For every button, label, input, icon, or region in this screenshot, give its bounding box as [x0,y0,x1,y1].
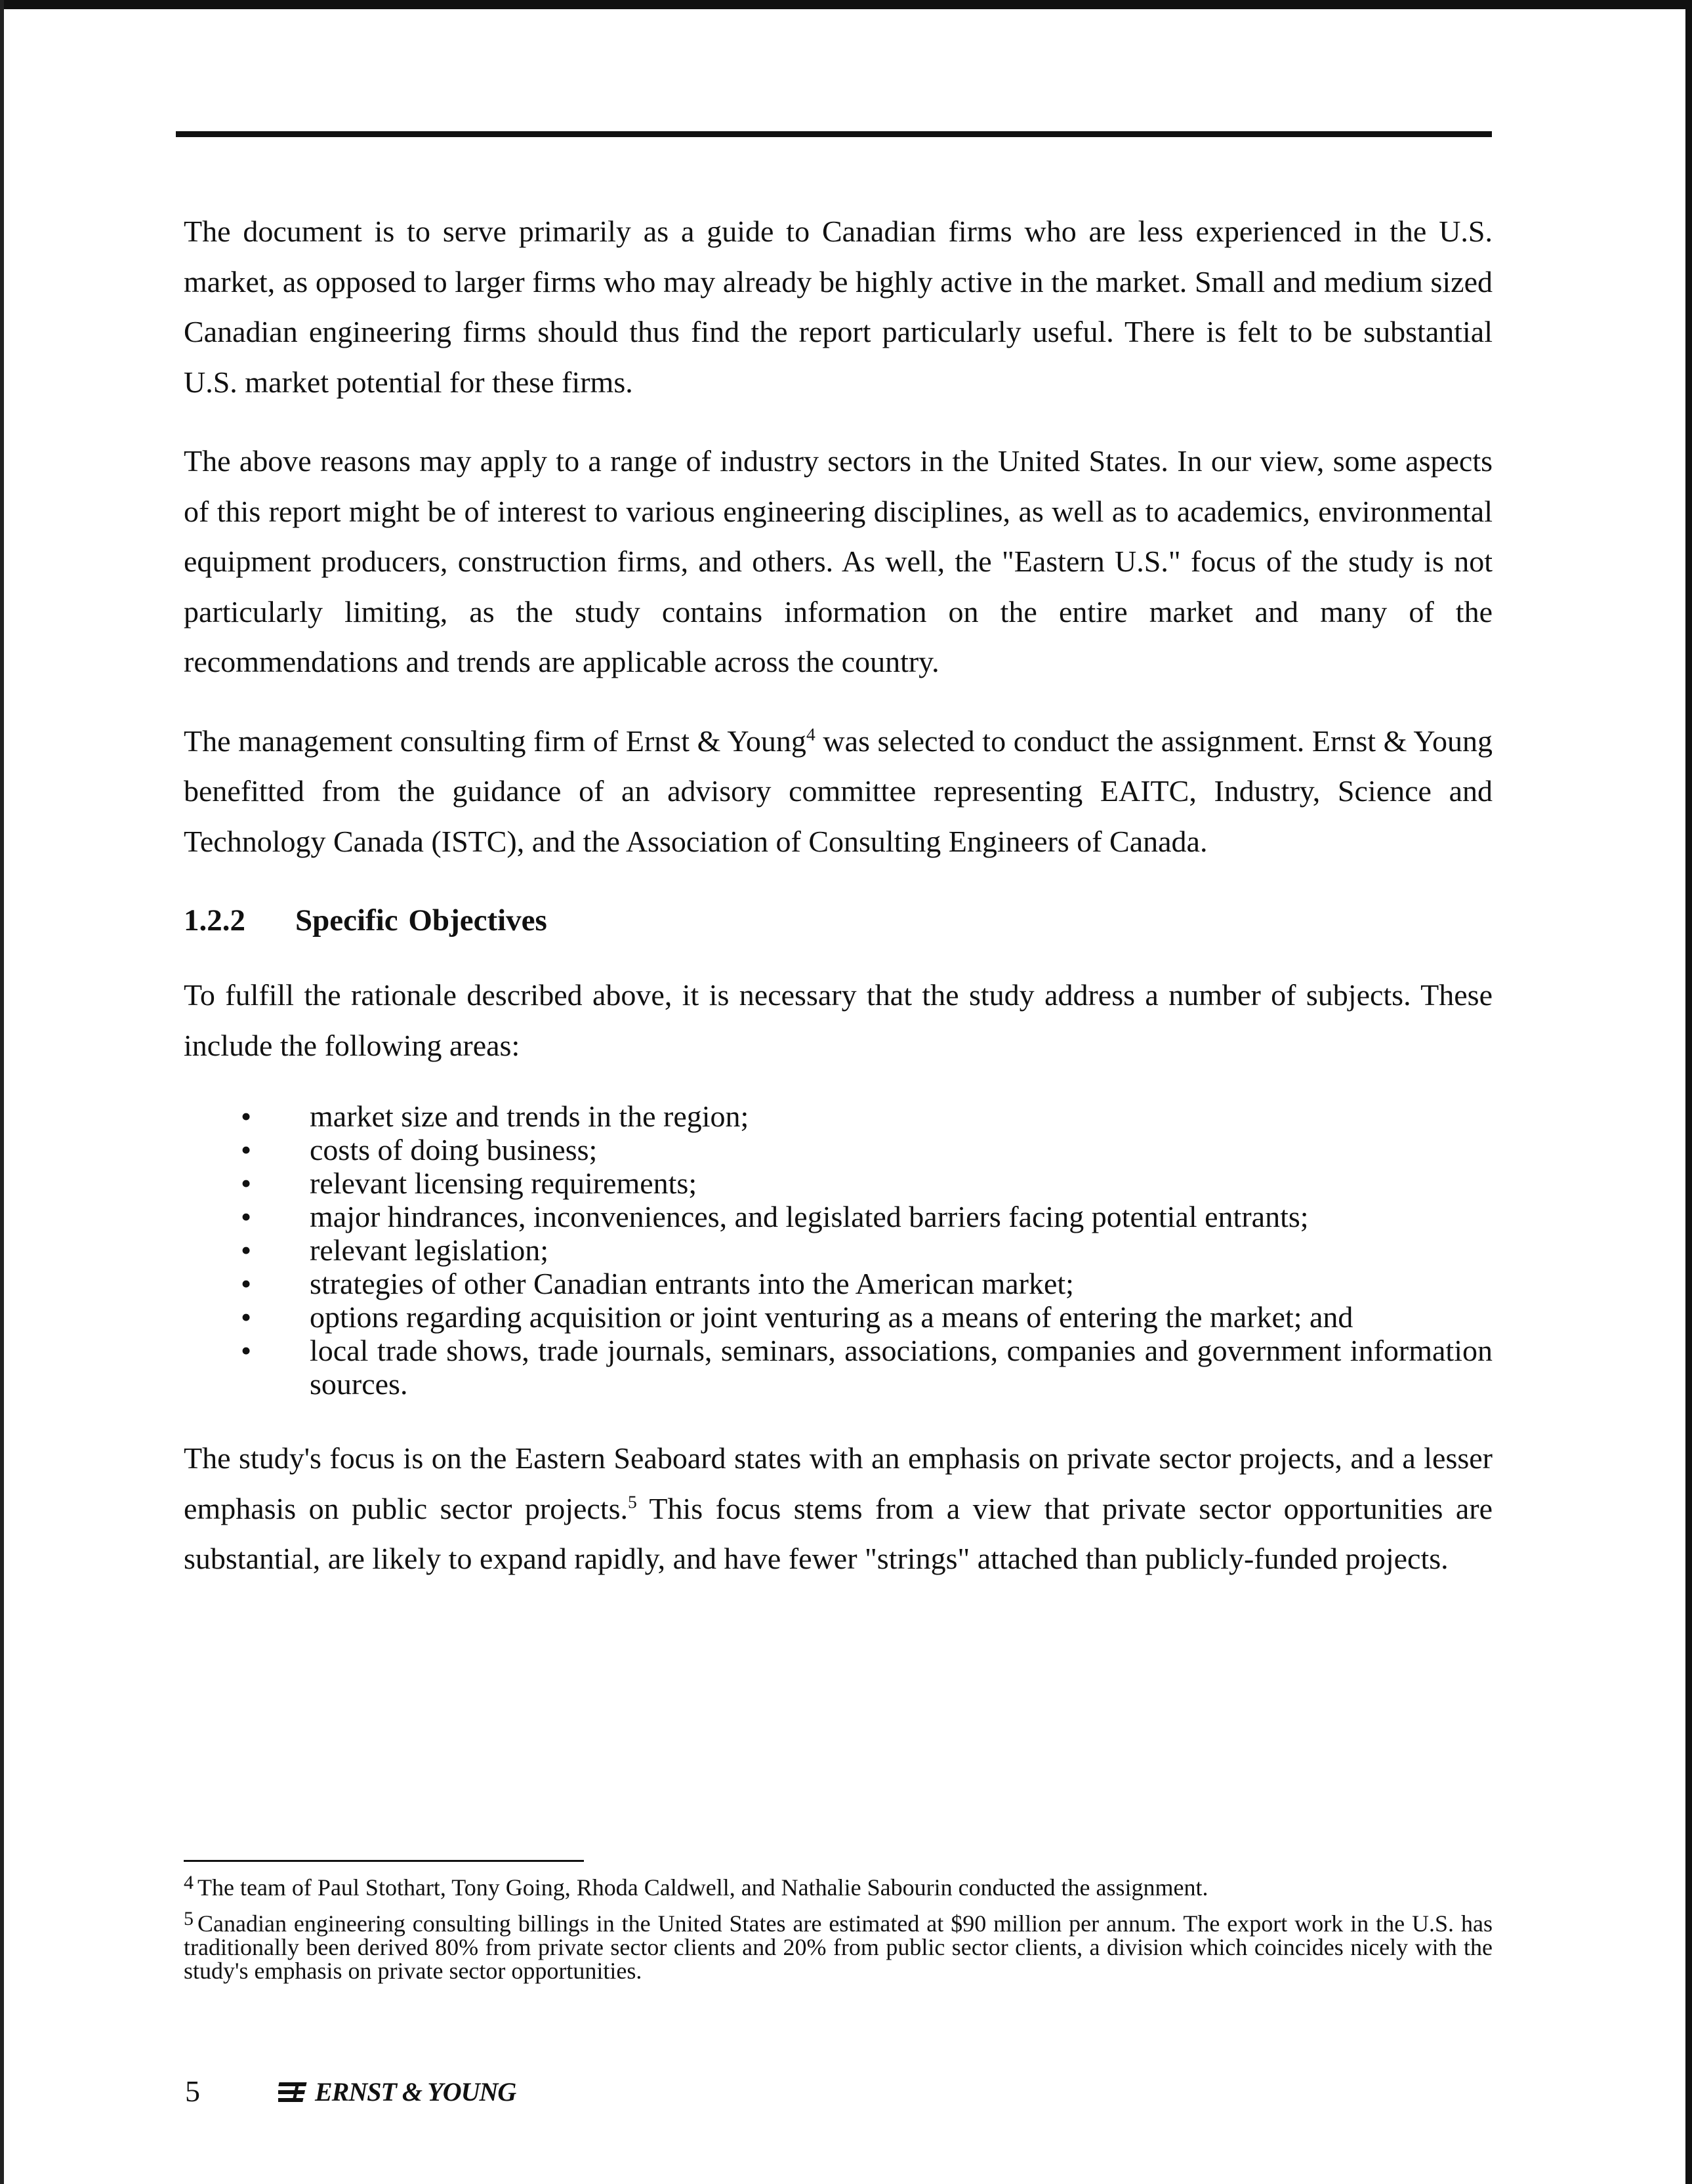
page-number: 5 [185,2074,200,2108]
list-item [184,1100,1493,1133]
bullet-marker: • [241,1166,252,1200]
list-item-text: market size and trends in the region; [310,1100,749,1133]
list-item-text: local trade shows, trade journals, seminars, associations, companies and government information sources. [310,1334,1493,1401]
section-number: 1.2.2 [184,903,245,937]
list-item-text: relevant licensing requirements; [310,1166,697,1200]
footnote-rule [184,1860,584,1862]
bullet-marker: • [241,1200,252,1233]
paragraph-consulting-firm-text: The management consulting firm of Ernst & Young [184,724,806,758]
footnote-ref-4[interactable]: 4 [806,724,815,745]
bullet-marker: • [241,1300,252,1334]
paragraph-study-focus-text-cont: This focus stems from a view that private sector opportunities are substantial, are likely to expand rapidly, and have fewer "strings" attached than publicly-funded projects. [184,1491,1493,1575]
footnotes [184,1871,1493,1990]
list-item [184,1334,1493,1401]
bullet-marker: • [241,1233,252,1267]
bullet-marker: • [241,1133,252,1166]
paragraph-guide-purpose: The document is to serve primarily as a guide to Canadian firms who are less experienced in the U.S. market, as opposed to larger firms who may already be highly active in the market. Small and medium sized Canadian engineering firms should thus find the report particularly useful. There is felt to be substantial U.S. market potential for these firms. [184,215,1493,399]
page-body [184,207,1493,1613]
footnote-4 [184,1871,1493,1899]
ernst-young-logo [278,2076,516,2107]
paragraph-industry-sectors: The above reasons may apply to a range of industry sectors in the United States. In our view, some aspects of this report might be of interest to various engineering disciplines, as well as to academics, environmental equipment producers, construction firms, and others. As well, the "Eastern U.S." focus of the study is not particularly limiting, as the study contains information on the entire market and many of the recommendations and trends are applicable across the country. [184,444,1493,678]
paragraph-objectives-intro: To fulfill the rationale described above, it is necessary that the study address a number of subjects. These include the following areas: [184,978,1493,1062]
list-item-text: relevant legislation; [310,1233,549,1267]
list-item [184,1166,1493,1200]
scan-edge-top [0,0,1692,9]
bullet-marker: • [241,1100,252,1133]
list-item [184,1267,1493,1300]
list-item-text: options regarding acquisition or joint venturing as a means of entering the market; and [310,1300,1353,1334]
list-item [184,1300,1493,1334]
paragraph-consulting-firm-text-cont: was selected to conduct the assignment. Ernst & Young benefitted from the guidance of an advisory committee representing EAITC, Industry, Science and Technology Canada (ISTC), and the Association of Consulting Engineers of Canada. [184,724,1493,858]
section-title: Specific Objectives [295,903,547,937]
paragraph-consulting-firm [184,716,1493,867]
section-heading [184,896,1493,945]
paragraph-study-focus [184,1433,1493,1584]
bullet-marker: • [241,1334,252,1367]
ernst-young-mark-icon [278,2081,308,2103]
list-item-text: major hindrances, inconveniences, and legislated barriers facing potential entrants; [310,1200,1309,1233]
list-item-text: strategies of other Canadian entrants into the American market; [310,1267,1074,1300]
header-rule [176,131,1492,137]
footnote-ref-5[interactable]: 5 [628,1491,637,1512]
list-item [184,1200,1493,1233]
list-item [184,1133,1493,1166]
scan-edge-right [1685,0,1692,2184]
brand-name: ERNST & YOUNG [315,2077,516,2107]
paragraph-study-focus-text: The study's focus is on the Eastern Seaboard states with an emphasis on private sector projects, and a lesser emphasis on public sector projects. [184,1441,1493,1525]
list-item-text: costs of doing business; [310,1133,598,1166]
bullet-marker: • [241,1267,252,1300]
objectives-list [184,1100,1493,1401]
footnote-number: 5 [184,1908,194,1929]
footnote-number: 4 [184,1872,194,1893]
footnote-5 [184,1907,1493,1983]
list-item [184,1233,1493,1267]
footnote-text: The team of Paul Stothart, Tony Going, Rhoda Caldwell, and Nathalie Sabourin conducted the assignment. [197,1874,1208,1901]
footnote-text: Canadian engineering consulting billings in the United States are estimated at $90 million per annum. The export work in the U.S. has traditionally been derived 80% from private sector clients and 20% from public sector clients, a division which coincides nicely with the study's emphasis on private sector opportunities. [184,1910,1493,1984]
scan-edge-left [0,0,4,2184]
